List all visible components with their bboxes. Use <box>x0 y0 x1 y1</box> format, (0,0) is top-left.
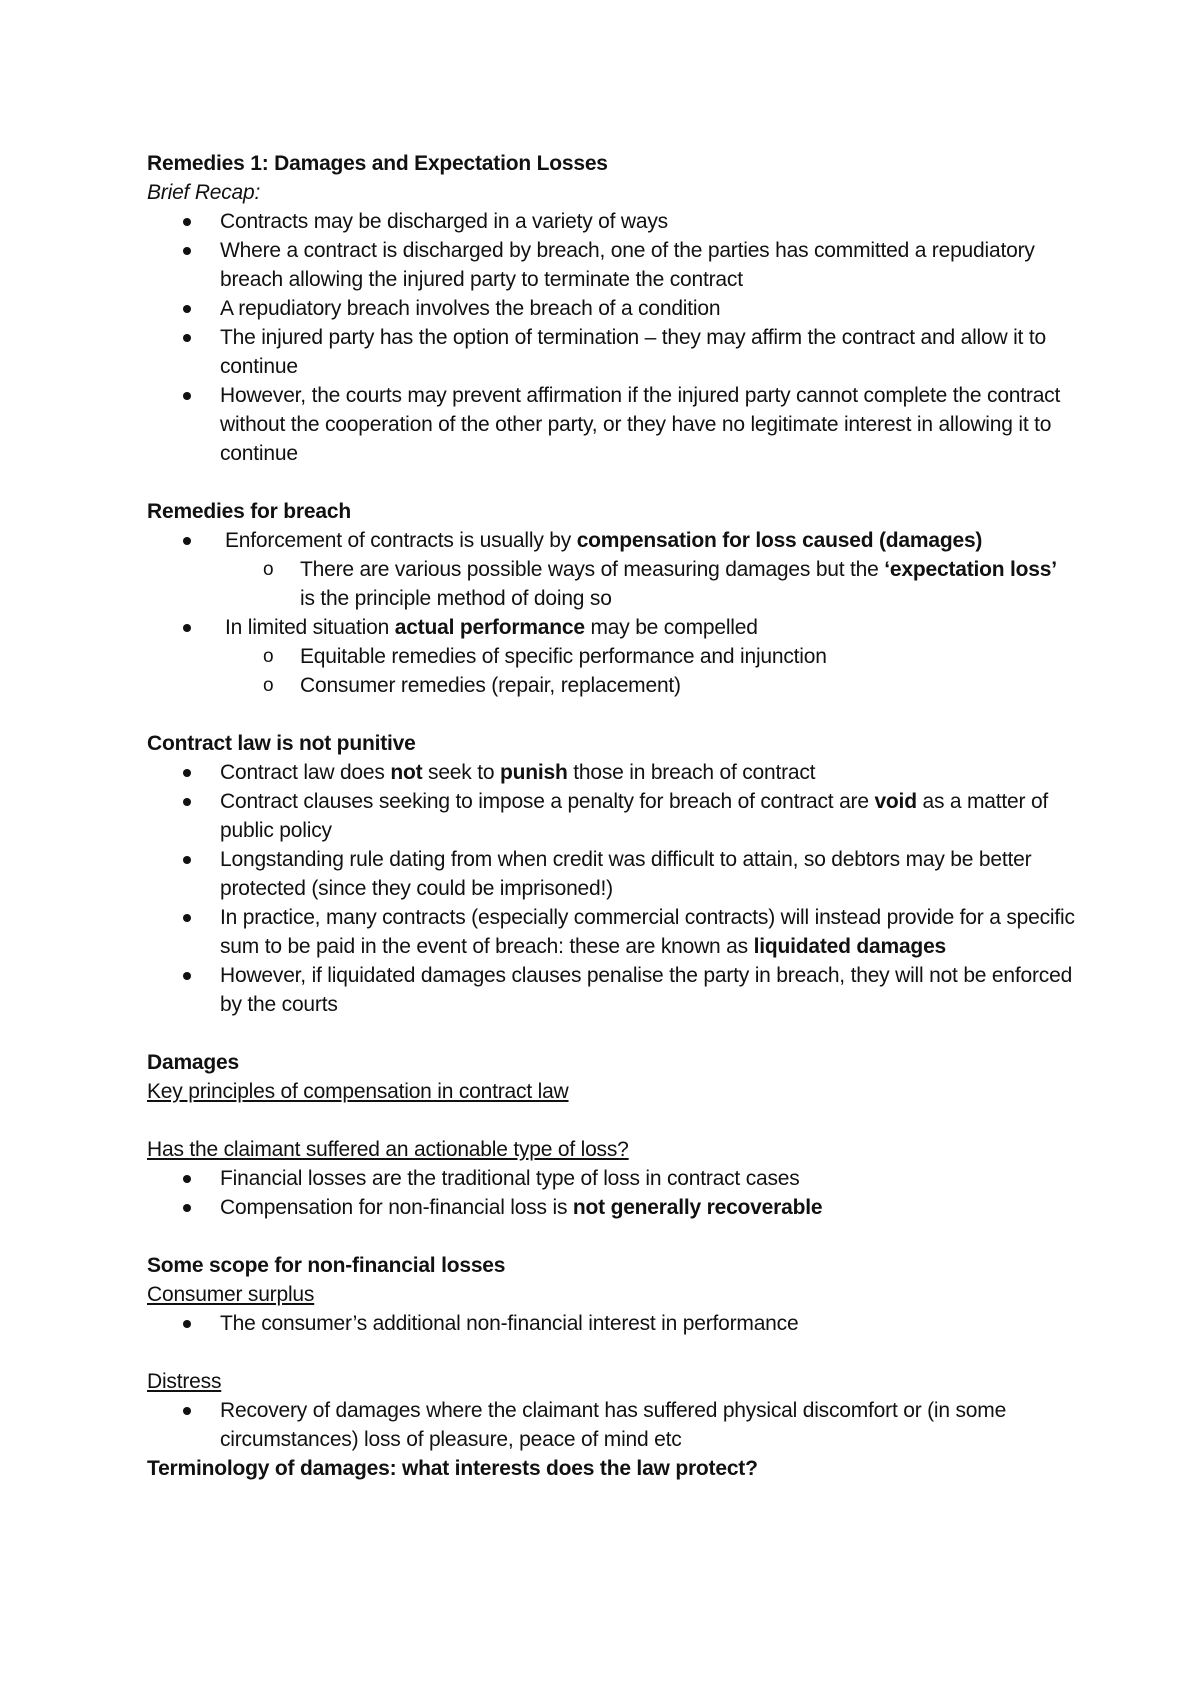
bullet-icon <box>183 1204 191 1212</box>
bullet-icon <box>183 1407 191 1415</box>
list-item: However, if liquidated damages clauses penalise the party in breach, they will not be enforced by the courts <box>147 961 1077 1019</box>
list-item: The consumer’s additional non-financial interest in performance <box>147 1309 1077 1338</box>
list-item: Enforcement of contracts is usually by compensation for loss caused (damages) <box>147 526 1077 555</box>
circle-bullet-icon: o <box>263 559 274 580</box>
bullet-icon <box>183 305 191 313</box>
circle-bullet-icon: o <box>263 675 274 696</box>
bullet-icon <box>183 856 191 864</box>
spacer <box>147 1338 1077 1367</box>
sub-list-item: o There are various possible ways of measuring damages but the ‘expectation loss’ is the principle method of doing so <box>147 555 1077 613</box>
sub-list-item: o Equitable remedies of specific performance and injunction <box>147 642 1077 671</box>
bullet-icon <box>183 334 191 342</box>
remedies-sub-list-1 <box>147 555 1077 613</box>
bullet-icon <box>183 972 191 980</box>
bullet-icon <box>183 247 191 255</box>
document-page <box>147 149 1077 1483</box>
spacer <box>147 468 1077 497</box>
list-item: Contract law does not seek to punish those in breach of contract <box>147 758 1077 787</box>
section-title-damages: Damages <box>147 1051 239 1074</box>
list-item: Longstanding rule dating from when credit was difficult to attain, so debtors may be better protected (since they could be imprisoned!) <box>147 845 1077 903</box>
section-title-terminology: Terminology of damages: what interests does the law protect? <box>147 1457 758 1480</box>
question-heading: Has the claimant suffered an actionable type of loss? <box>147 1138 629 1161</box>
list-item: In practice, many contracts (especially commercial contracts) will instead provide for a specific sum to be paid in the event of breach: these are known as liquidated damages <box>147 903 1077 961</box>
list-item: Compensation for non-financial loss is not generally recoverable <box>147 1193 1077 1222</box>
section-subtitle-key-principles: Key principles of compensation in contract law <box>147 1080 569 1103</box>
section-title-not-punitive: Contract law is not punitive <box>147 732 416 755</box>
list-item: Financial losses are the traditional type of loss in contract cases <box>147 1164 1077 1193</box>
section-title-non-financial: Some scope for non-financial losses <box>147 1254 506 1277</box>
sub-list-item: o Consumer remedies (repair, replacement) <box>147 671 1077 700</box>
section-subtitle-recap: Brief Recap: <box>147 181 261 204</box>
list-item: In limited situation actual performance may be compelled <box>147 613 1077 642</box>
bullet-icon <box>183 914 191 922</box>
list-item: A repudiatory breach involves the breach of a condition <box>147 294 1077 323</box>
bullet-icon <box>183 769 191 777</box>
distress-list <box>147 1396 1077 1454</box>
bullet-icon <box>183 218 191 226</box>
list-item: Where a contract is discharged by breach, one of the parties has committed a repudiatory breach allowing the injured party to terminate the contract <box>147 236 1077 294</box>
bullet-icon <box>183 624 191 632</box>
remedies-sub-list-2 <box>147 642 1077 700</box>
circle-bullet-icon: o <box>263 646 274 667</box>
spacer <box>147 700 1077 729</box>
list-item: However, the courts may prevent affirmation if the injured party cannot complete the contract without the cooperation of the other party, or they have no legitimate interest in allowing it to continue <box>147 381 1077 468</box>
subheading-consumer-surplus: Consumer surplus <box>147 1283 315 1306</box>
subheading-distress: Distress <box>147 1370 222 1393</box>
list-item: Contract clauses seeking to impose a penalty for breach of contract are void as a matter of public policy <box>147 787 1077 845</box>
bullet-icon <box>183 1175 191 1183</box>
recap-bullet-list <box>147 207 1077 468</box>
list-item: The injured party has the option of termination – they may affirm the contract and allow it to continue <box>147 323 1077 381</box>
remedies-bullet-list-2 <box>147 613 1077 642</box>
remedies-bullet-list <box>147 526 1077 555</box>
punitive-bullet-list <box>147 758 1077 1019</box>
list-item: Contracts may be discharged in a variety of ways <box>147 207 1077 236</box>
loss-bullet-list <box>147 1164 1077 1222</box>
list-item: Recovery of damages where the claimant has suffered physical discomfort or (in some circumstances) loss of pleasure, peace of mind etc <box>147 1396 1077 1454</box>
spacer <box>147 1019 1077 1048</box>
bullet-icon <box>183 392 191 400</box>
section-title-remedies-for-breach: Remedies for breach <box>147 500 351 523</box>
spacer <box>147 1222 1077 1251</box>
section-title-remedies: Remedies 1: Damages and Expectation Losses <box>147 152 608 175</box>
bullet-icon <box>183 1320 191 1328</box>
consumer-surplus-list <box>147 1309 1077 1338</box>
spacer <box>147 1106 1077 1135</box>
bullet-icon <box>183 798 191 806</box>
bullet-icon <box>183 537 191 545</box>
